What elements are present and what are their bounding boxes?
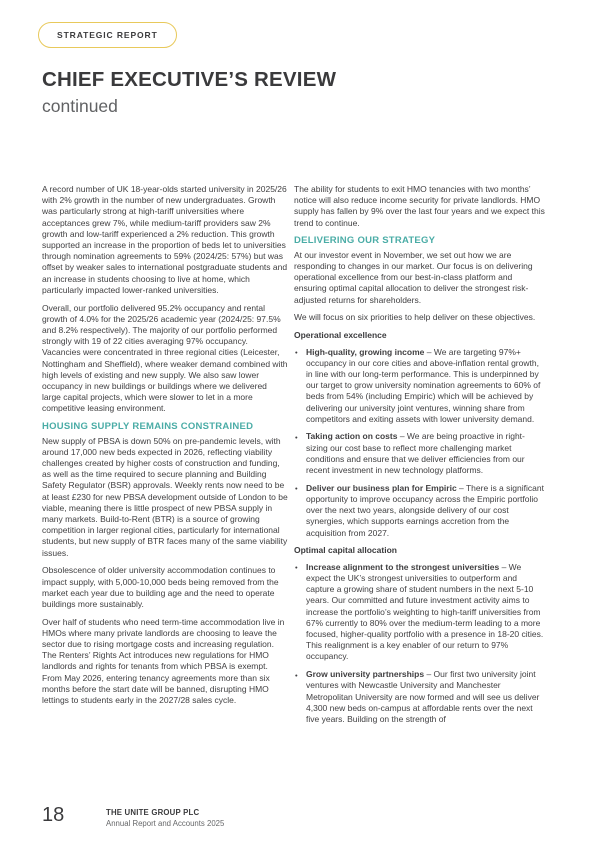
- bullet-list-operational-excellence: [294, 347, 545, 539]
- paragraph: Overall, our portfolio delivered 95.2% occupancy and rental growth of 4.0% for the 2025/26 academic year (2024/25: 97.5% and 8.2% respectively). The majority of our portfolio performed strongly with 19 of 22 cities averaging 97% occupancy. Vacancies were concentrated in three regional cities (Leicester, Nottingham and Sheffield), where weaker demand combined with high levels of existing and new supply. We also saw lower occupancy in new buildings or buildings where we delivered large capital projects, which were slower to let in a more competitive leasing environment.: [42, 302, 288, 414]
- footer-report-title: Annual Report and Accounts 2025: [106, 818, 225, 828]
- list-item: [294, 483, 545, 539]
- page-subtitle: continued: [42, 96, 118, 116]
- footer-company-name: THE UNITE GROUP PLC: [106, 808, 200, 817]
- bullet-text: – We are targeting 97%+ occupancy in our core cities and above-inflation rental growth, in line with our long-term performance. This is underpinned by our target to grow university nomination agreements to 60% of beds from 54% (including Empiric) which will be achieved by delivering our university joint ventures, winning share from competitors and exiting assets with lower university demand.: [306, 346, 541, 424]
- paragraph: Over half of students who need term-time accommodation live in HMOs where many private landlords are choosing to leave the sector due to rising mortgage costs and increasing regulation. The Renters’ Rights Act introduces new regulations for HMO landlords and rights for tenants from which PBSA is exempt. From May 2026, entering tenancy agreements more than six months before the start date will be banned, disrupting HMO lettings to students early in the 2027/28 sales cycle.: [42, 616, 285, 706]
- bullet-text: – We expect the UK’s strongest universities to outperform and capture a growing share of student numbers in the next 5-10 years. Our committed and future investment activity aims to increase the portfolio’s weighting to high-tariff universities from 67% currently to 80% over the medium-term leading to a more focused, higher-quality portfolio with a presence in 18-20 cities. This realignment is a key enabler of our return to 97% occupancy.: [306, 561, 544, 662]
- right-column: [294, 184, 545, 732]
- paragraph: We will focus on six priorities to help deliver on these objectives.: [294, 312, 536, 323]
- page-number: 18: [42, 804, 65, 826]
- bullet-lead: High-quality, growing income: [306, 346, 425, 357]
- bullet-icon: •: [295, 432, 298, 442]
- bullet-text: – Our first two university joint ventures with Newcastle University and Manchester Metropolitan University are now formed and will see us deliver 4,300 new beds on-campus at affordable rents over the next five years. Building on the strength of: [306, 669, 540, 724]
- list-item: [294, 669, 545, 725]
- section-badge: [38, 22, 177, 48]
- bullet-icon: •: [295, 563, 298, 573]
- bullet-lead: Grow university partnerships: [306, 669, 425, 680]
- section-heading-delivering-strategy: DELIVERING OUR STRATEGY: [294, 235, 436, 247]
- bullet-text: – We are being proactive in right-sizing our cost base to reflect more challenging market conditions and ensure that we deliver efficiencies from our recent investment in new technology platforms.: [306, 431, 525, 476]
- bullet-lead: Taking action on costs: [306, 431, 398, 442]
- bullet-lead: Deliver our business plan for Empiric: [306, 482, 457, 493]
- paragraph: At our investor event in November, we set out how we are responding to changes in our market. Our focus is on delivering operational excellence from our best-in-class platform and ensuring optimal capital allocation to deliver the strongest risk-adjusted returns for shareholders.: [294, 249, 533, 305]
- bullet-lead: Increase alignment to the strongest universities: [306, 561, 500, 572]
- list-item: [294, 562, 545, 663]
- page-title: CHIEF EXECUTIVE’S REVIEW: [42, 68, 337, 91]
- bullet-list-optimal-capital: [294, 562, 545, 725]
- section-badge-label: STRATEGIC REPORT: [57, 30, 158, 40]
- bullet-icon: •: [295, 484, 298, 494]
- paragraph: A record number of UK 18-year-olds started university in 2025/26 with 2% growth in the number of new undergraduates. Growth was particularly strong at high-tariff universities where acceptances grew 7%, while medium-tariff providers saw 2% growth and low-tariff experienced a 2% reduction. This growth supported an increase in the proportion of beds let to universities through nomination agreements to 59% (2024/25: 57%) but was offset by weaker sales to international postgraduate students and an increase in students choosing to live at home, which particularly impacted lower-ranked universities.: [42, 184, 288, 295]
- paragraph: Obsolescence of older university accommodation continues to impact supply, with 5,000-10,000 beds being removed from the market each year due to building age and the need to operate buildings more sustainably.: [42, 565, 279, 609]
- section-heading-housing-supply: HOUSING SUPPLY REMAINS CONSTRAINED: [42, 421, 254, 433]
- paragraph: New supply of PBSA is down 50% on pre-pandemic levels, with around 17,000 new beds expected in 2026, reflecting viability challenges created by higher costs of construction and funding, as well as the time required to secure planning and Building Safety Regulator (BSR) approvals. Weekly rents now need to be at least £230 for new PBSA development outside of London to be viable, meaning there is little prospect of new PBSA supply in many markets. Build-to-Rent (BTR) is a source of growing competition in larger regional cities, particularly for international students, but new supply of BTR faces many of the same viability issues.: [42, 435, 288, 558]
- list-item: [294, 431, 545, 476]
- bullet-text: – There is a significant opportunity to improve occupancy across the Empiric portfolio over the next two years, alongside delivery of our cost synergies, which supports earnings accretion from the acquisition from 2027.: [306, 482, 544, 538]
- subheading-operational-excellence: Operational excellence: [294, 330, 387, 341]
- paragraph: The ability for students to exit HMO tenancies with two months’ notice will also reduce income security for private landlords. HMO supply has fallen by 9% over the last four years and we expect this trend to continue.: [294, 184, 545, 228]
- list-item: [294, 347, 545, 425]
- footer: [106, 808, 224, 828]
- bullet-icon: •: [295, 348, 298, 358]
- left-column: [42, 184, 288, 713]
- subheading-optimal-capital-allocation: Optimal capital allocation: [294, 545, 397, 556]
- bullet-icon: •: [295, 670, 298, 680]
